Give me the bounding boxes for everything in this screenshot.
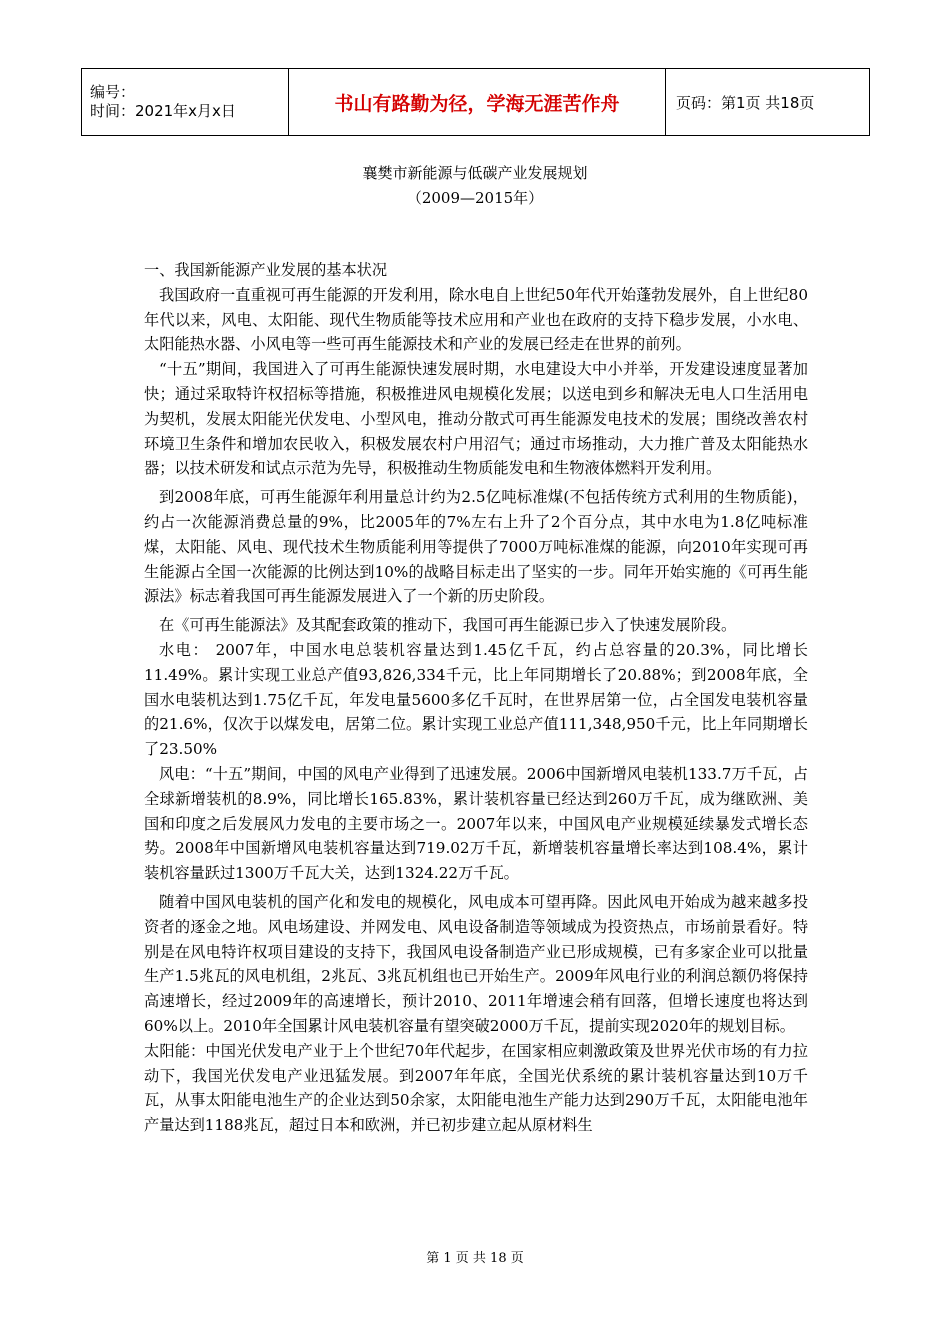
body-paragraph: 风电：“十五”期间，中国的风电产业得到了迅速发展。2006中国新增风电装机133.7万千瓦，占全球新增装机的8.9%，同比增长165.83%，累计装机容量已经达到260万千瓦，成为继欧洲、美国和印度之后发展风力发电的主要市场之一。2007年以来，中国风电产业规模延续暴发式增长态势。2008年中国新增风电装机容量达到719.02万千瓦，新增装机容量增长率达到108.4%，累计装机容量跃过1300万千瓦大关，达到1324.22万千瓦。 (144, 764, 808, 883)
document-title: 襄樊市新能源与低碳产业发展规划 (362, 164, 588, 182)
document-header (81, 68, 870, 136)
document-date-label: 时间：2021年x月x日 (90, 102, 236, 120)
page-footer: 第 1 页 共 18 页 (426, 1251, 524, 1266)
body-paragraph: “十五”期间，我国进入了可再生能源快速发展时期，水电建设大中小并举，开发建设速度显著加快；通过采取特许权招标等措施，积极推进风电规模化发展；以送电到乡和解决无电人口生活用电为契机，发展太阳能光伏发电、小型风电，推动分散式可再生能源发电技术的发展；围绕改善农村环境卫生条件和增加农民收入，积极发展农村户用沼气；通过市场推动，大力推广普及太阳能热水器；以技术研发和试点示范为先导，积极推动生物质能发电和生物液体燃料开发利用。 (144, 360, 808, 478)
body-paragraph: 我国政府一直重视可再生能源的开发利用，除水电自上世纪50年代开始蓬勃发展外，自上世纪80年代以来，风电、太阳能、现代生物质能等技术应用和产业也在政府的支持下稳步发展，小水电、太阳能热水器、小风电等一些可再生能源技术和产业的发展已经走在世界的前列。 (144, 285, 808, 354)
body-paragraph: 太阳能：中国光伏发电产业于上个世纪70年代起步，在国家相应刺激政策及世界光伏市场的有力拉动下，我国光伏发电产业迅猛发展。到2007年年底，全国光伏系统的累计装机容量达到10万千瓦，从事太阳能电池生产的企业达到50余家，太阳能电池生产能力达到290万千瓦，太阳能电池年产量达到1188兆瓦，超过日本和欧洲，并已初步建立起从原材料生 (144, 1041, 808, 1135)
header-slogan: 书山有路勤为径，学海无涯苦作舟 (289, 69, 666, 136)
body-paragraph: 水电： 2007年，中国水电总装机容量达到1.45亿千瓦，约占总容量的20.3%，同比增长11.49%。累计实现工业总产值93,826,334千元，比上年同期增长了20.88%；到2008年底，全国水电装机达到1.75亿千瓦，年发电量5600多亿千瓦时，在世界居第一位，占全国发电装机容量的21.6%，仅次于以煤发电，居第二位。累计实现工业总产值111,348,950千元，比上年同期增长了23.50% (144, 640, 808, 759)
section-heading: 一、我国新能源产业发展的基本状况 (144, 261, 387, 279)
body-paragraph: 到2008年底，可再生能源年利用量总计约为2.5亿吨标准煤(不包括传统方式利用的生物质能)，约占一次能源消费总量的9%，比2005年的7%左右上升了2个百分点，其中水电为1.8亿吨标准煤，太阳能、风电、现代技术生物质能利用等提供了7000万吨标准煤的能源，向2010年实现可再生能源占全国一次能源的比例达到10%的战略目标走出了坚实的一步。同年开始实施的《可再生能源法》标志着我国可再生能源发展进入了一个新的历史阶段。 (144, 488, 808, 606)
document-number-label: 编号： (90, 83, 136, 101)
header-page-info: 页码：第1页 共18页 (666, 69, 870, 136)
document-body (144, 258, 808, 1138)
body-paragraph: 随着中国风电装机的国产化和发电的规模化，风电成本可望再降。因此风电开始成为越来越多投资者的逐金之地。风电场建设、并网发电、风电设备制造等领域成为投资热点，市场前景看好。特别是在风电特许权项目建设的支持下，我国风电设备制造产业已形成规模，已有多家企业可以批量生产1.5兆瓦的风电机组，2兆瓦、3兆瓦机组也已开始生产。2009年风电行业的利润总额仍将保持高速增长，经过2009年的高速增长，预计2010、2011年增速会稍有回落，但增长速度也将达到60%以上。2010年全国累计风电装机容量有望突破2000万千瓦，提前实现2020年的规划目标。 (144, 892, 808, 1035)
document-subtitle: （2009—2015年） (406, 189, 544, 207)
body-paragraph: 在《可再生能源法》及其配套政策的推动下，我国可再生能源已步入了快速发展阶段。 (159, 616, 737, 635)
header-meta-cell (82, 69, 289, 136)
